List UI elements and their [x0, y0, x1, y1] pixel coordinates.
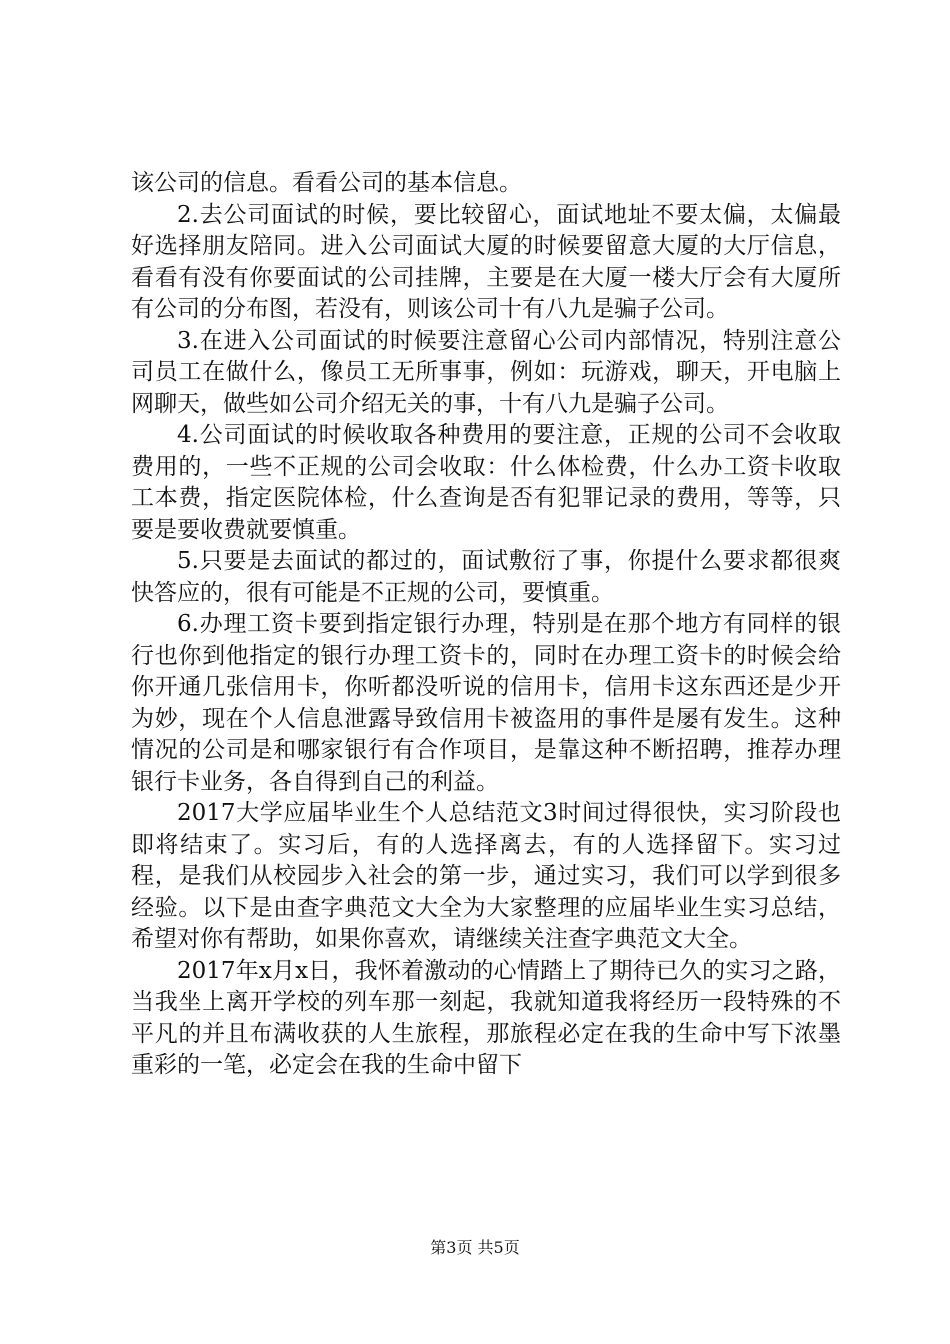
page-footer: 第3页 共5页	[430, 1238, 520, 1257]
paragraph-5: 5.只要是去面试的都过的，面试敷衍了事，你提什么要求都很爽快答应的，很有可能是不正规的公司，要慎重。	[131, 548, 841, 606]
paragraph-3: 3.在进入公司面试的时候要注意留心公司内部情况，特别注意公司员工在做什么，像员工无所事事，例如：玩游戏，聊天，开电脑上网聊天，做些如公司介绍无关的事，十有八九是骗子公司。	[131, 327, 841, 417]
paragraph-4: 4.公司面试的时候收取各种费用的要注意，正规的公司不会收取费用的，一些不正规的公司会收取：什么体检费，什么办工资卡收取工本费，指定医院体检，什么查询是否有犯罪记录的费用，等等，只要是要收费就要慎重。	[131, 422, 841, 543]
paragraph-6: 6.办理工资卡要到指定银行办理，特别是在那个地方有同样的银行也你到他指定的银行办理工资卡的，同时在办理工资卡的时候会给你开通几张信用卡，你听都没听说的信用卡，信用卡这东西还是少开为妙，现在个人信息泄露导致信用卡被盗用的事件是屡有发生。这种情况的公司是和哪家银行有合作项目，是靠这种不断招聘，推荐办理银行卡业务，各自得到自己的利益。	[131, 611, 841, 795]
document-body	[131, 168, 841, 1082]
paragraph-1: 该公司的信息。看看公司的基本信息。	[131, 170, 522, 196]
paragraph-7: 2017大学应届毕业生个人总结范文3时间过得很快，实习阶段也即将结束了。实习后，有的人选择离去，有的人选择留下。实习过程，是我们从校园步入社会的第一步，通过实习，我们可以学到很多经验。以下是由查字典范文大全为大家整理的应届毕业生实习总结，希望对你有帮助，如果你喜欢，请继续关注查字典范文大全。	[131, 800, 841, 952]
paragraph-2: 2.去公司面试的时候，要比较留心，面试地址不要太偏，太偏最好选择朋友陪同。进入公司面试大厦的时候要留意大厦的大厅信息，看看有没有你要面试的公司挂牌，主要是在大厦一楼大厅会有大厦所有公司的分布图，若没有，则该公司十有八九是骗子公司。	[131, 201, 841, 322]
paragraph-8: 2017年x月x日，我怀着激动的心情踏上了期待已久的实习之路，当我坐上离开学校的列车那一刻起，我就知道我将经历一段特殊的不平凡的并且布满收获的人生旅程，那旅程必定在我的生命中写下浓墨重彩的一笔，必定会在我的生命中留下	[131, 957, 841, 1078]
